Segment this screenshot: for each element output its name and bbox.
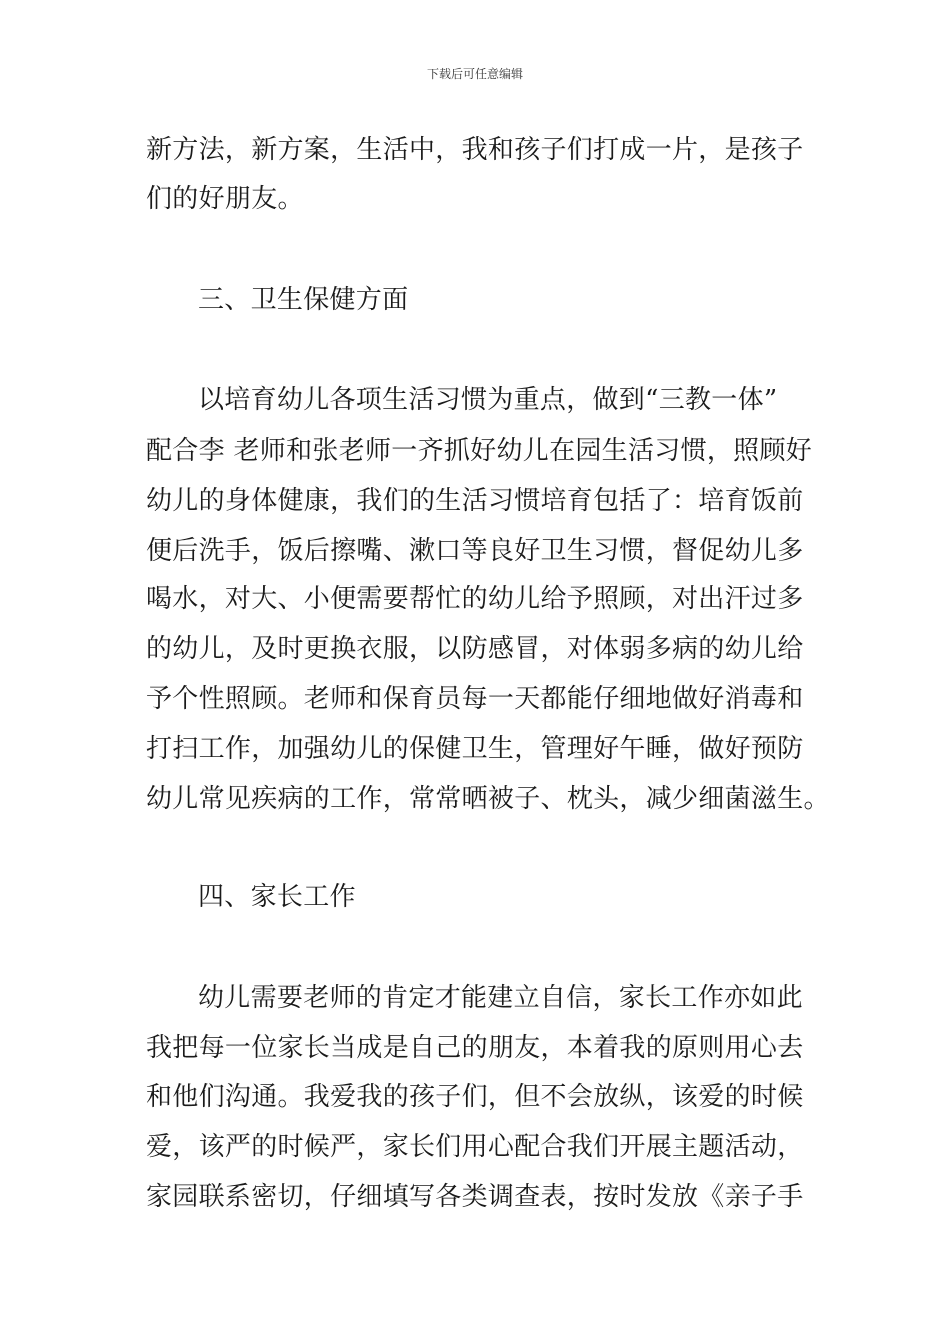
body-line: 喝水，对大、小便需要帮忙的幼儿给予照顾，对出汗过多 xyxy=(146,584,804,614)
body-line: 我把每一位家长当成是自己的朋友，本着我的原则用心去 xyxy=(146,1033,804,1063)
header-note: 下载后可任意编辑 xyxy=(426,67,523,81)
body-line: 和他们沟通。我爱我的孩子们，但不会放纵，该爱的时候 xyxy=(146,1082,804,1112)
body-line: 幼儿需要老师的肯定才能建立自信，家长工作亦如此 xyxy=(198,983,803,1013)
body-line: 打扫工作，加强幼儿的保健卫生，管理好午睡，做好预防 xyxy=(146,734,804,764)
body-line: 的幼儿，及时更换衣服，以防感冒，对体弱多病的幼儿给 xyxy=(146,634,804,664)
section-heading-hygiene: 三、卫生保健方面 xyxy=(198,285,409,315)
body-line: 幼儿的身体健康，我们的生活习惯培育包括了：培育饭前 xyxy=(146,486,804,516)
body-line: 们的好朋友。 xyxy=(146,184,304,214)
body-line: 新方法，新方案，生活中，我和孩子们打成一片，是孩子 xyxy=(146,135,804,165)
body-line: 配合李 老师和张老师一齐抓好幼儿在园生活习惯，照顾好 xyxy=(146,436,813,466)
body-line: 予个性照顾。老师和保育员每一天都能仔细地做好消毒和 xyxy=(146,684,804,714)
section-heading-parents: 四、家长工作 xyxy=(198,882,356,912)
body-line: 以培育幼儿各项生活习惯为重点，做到“三教一体” xyxy=(198,385,778,415)
body-line: 家园联系密切，仔细填写各类调查表，按时发放《亲子手 xyxy=(146,1182,804,1212)
body-line: 便后洗手，饭后擦嘴、漱口等良好卫生习惯，督促幼儿多 xyxy=(146,536,804,566)
body-line: 幼儿常见疾病的工作，常常晒被子、枕头，减少细菌滋生。 xyxy=(146,784,830,814)
body-line: 爱，该严的时候严，家长们用心配合我们开展主题活动， xyxy=(146,1132,804,1162)
